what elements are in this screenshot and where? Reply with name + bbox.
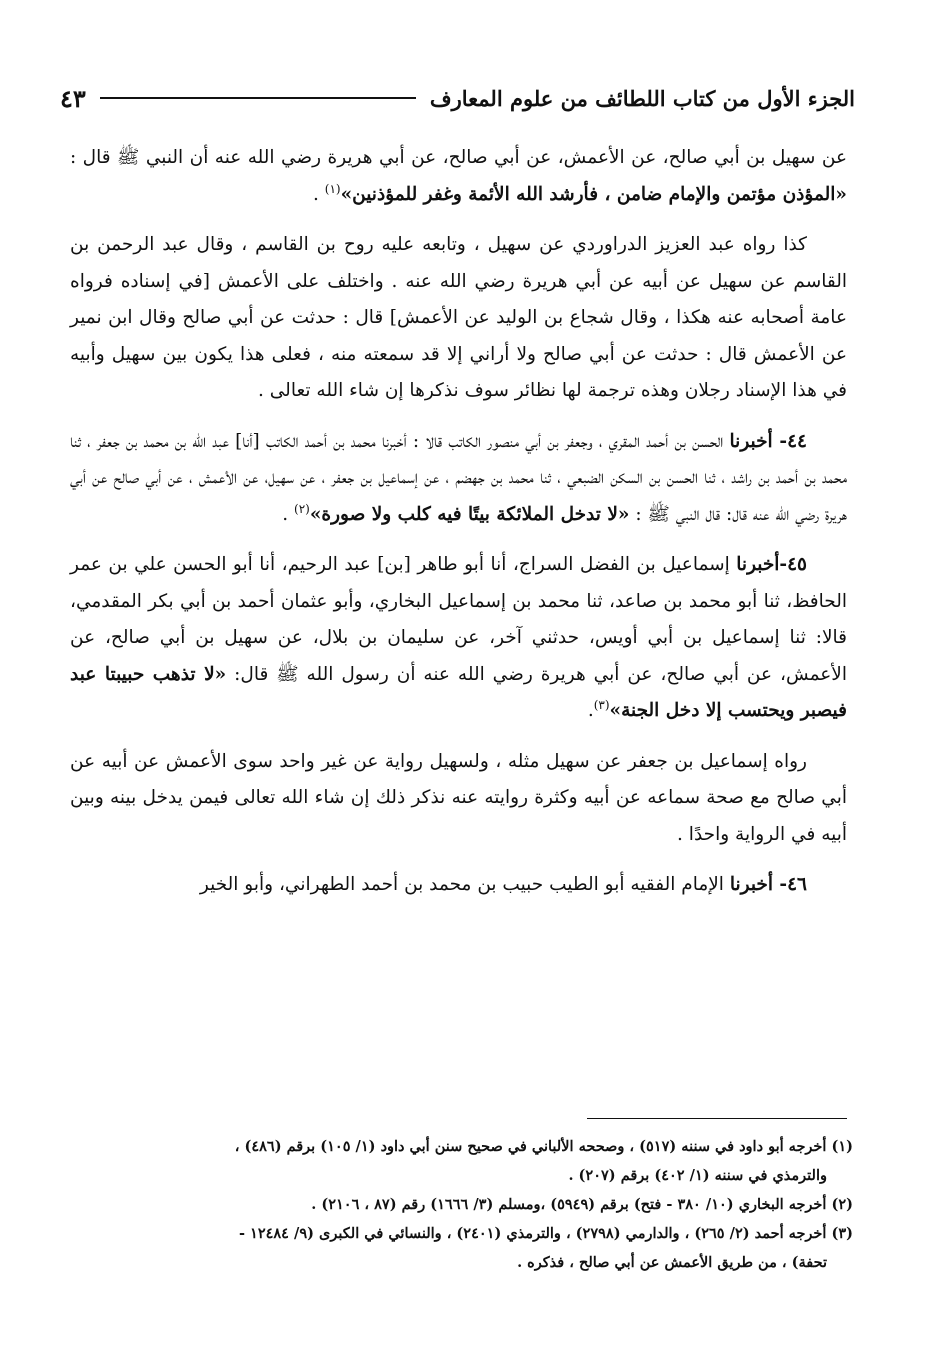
paragraph-4-text: إسماعيل بن الفضل السراج، أنا أبو طاهر [بن] عبد الرحيم، أنا أبو الحسن علي بن عمر الحافظ، ثنا أبو محمد بن صاعد، ثنا محمد بن إسماعيل البخاري، وأبو عثمان أحمد بن أبي بكر المقدمي، قالا: ثنا إسماعيل بن أبي أويس، حدثني آخر، عن سليمان بن بلال، عن سهيل بن أبي صالح، عن الأعمش، عن أبي صالح، عن أبي هريرة رضي الله عنه أن رسول الله ﷺ قال: xyxy=(70,554,847,685)
paragraph-4 xyxy=(70,547,847,730)
paragraph-5 xyxy=(70,744,847,854)
footnote-3-continued: تحفة) ، من طريق الأعمش عن أبي صالح ، فذكره . xyxy=(517,1254,827,1271)
paragraph-2 xyxy=(70,227,847,410)
paragraph-gap xyxy=(70,533,847,547)
footnote-3: (٣) أخرجه أحمد (٢/ ٢٦٥) ، والدارمي (٢٧٩٨) ، والترمذي (٢٤٠١) ، والنسائي في الكبرى (٩/ ١٢٤٨٤ - xyxy=(238,1225,853,1242)
footnote-1: (١) أخرجه أبو داود في سننه (٥١٧) ، وصححه الألباني في صحيح سنن أبي داود (١/ ١٠٥) برقم (٤٨٦) ، xyxy=(234,1138,853,1155)
footnote-1-continued: والترمذي في سننه (١/ ٤٠٢) برقم (٢٠٧) . xyxy=(568,1167,827,1184)
paragraph-4-end: . xyxy=(587,700,594,721)
paragraph-1-text: عن سهيل بن أبي صالح، عن الأعمش، عن أبي صالح، عن أبي هريرة رضي الله عنه أن النبي ﷺ قال : xyxy=(70,147,847,168)
running-header xyxy=(60,78,855,118)
footnote-marker-3: (٣) xyxy=(593,697,610,712)
paragraph-3-end: . xyxy=(282,503,295,525)
hadith-quote-3: «لا تذهب حبيبتا عبد فيصبر ويحتسب إلا دخل الجنة» xyxy=(70,663,847,721)
paragraph-1 xyxy=(70,140,847,213)
hadith-number-44: ٤٤- أخبرنا xyxy=(729,430,807,452)
footnote-marker-2: (٢) xyxy=(294,501,310,516)
paragraph-2-text: كذا رواه عبد العزيز الدراوردي عن سهيل ، وتابعه عليه روح بن القاسم ، وقال عبد الرحمن بن القاسم عن سهيل عن أبيه عن أبي هريرة رضي الله عنه . واختلف على الأعمش [في إسناده فرواه عامة أصحابه عنه هكذا ، وقال شجاع بن الوليد عن الأعمش] قال : حدثت عن أبي صالح وقال ابن نمير عن الأعمش قال : حدثت عن أبي صالح ولا أراني إلا قد سمعته منه ، فعلى هذا يكون بين سهيل وأبيه في هذا الإسناد رجلان وهذه ترجمة لها نظائر سوف نذكرها إن شاء الله تعالى . xyxy=(70,234,847,401)
footnotes xyxy=(64,1132,853,1277)
paragraph-3-text: الحسن بن أحمد المقري ، وجعفر بن أبي منصور الكاتب قالا : أخبرنا محمد بن أحمد الكاتب [أنا] عبد الله بن محمد بن جعفر ، ثنا محمد بن أحمد بن راشد ، ثنا الحسن بن السكن الضبعي ، ثنا محمد بن جهضم ، عن إسماعيل بن جعفر ، عن سهيل، عن الأعمش ، عن أبي صالح عن أبي هريرة رضي الله عنه قال: قال النبي ﷺ : xyxy=(70,430,847,525)
paragraph-6-text: الإمام الفقيه أبو الطيب حبيب بن محمد بن أحمد الطهراني، وأبو الخير xyxy=(199,874,730,895)
paragraph-6 xyxy=(70,867,847,904)
paragraph-gap xyxy=(70,410,847,424)
main-text xyxy=(70,140,847,904)
paragraph-3 xyxy=(70,424,847,534)
paragraph-gap xyxy=(70,730,847,744)
footnote-marker-1: (١) xyxy=(324,181,341,196)
header-rule xyxy=(100,97,416,99)
hadith-quote-2: «لا تدخل الملائكة بيتًا فيه كلب ولا صورة» xyxy=(309,503,630,525)
paragraph-gap xyxy=(70,853,847,867)
paragraph-gap xyxy=(70,213,847,227)
footnote-2: (٢) أخرجه البخاري (١٠/ ٣٨٠ - فتح) برقم (٥٩٤٩) ،ومسلم (٣/ ١٦٦٦) رقم (٨٧ ، ٢١٠٦) . xyxy=(311,1196,853,1213)
page-number: ٤٣ xyxy=(60,83,86,113)
paragraph-5-text: رواه إسماعيل بن جعفر عن سهيل مثله ، ولسهيل رواية عن غير واحد سوى الأعمش عن أبيه عن أبي صالح مع صحة سماعه عن أبيه وكثرة روايته عنه نذكر ذلك إن شاء الله تعالى فيمن يدخل بينه وبين أبيه في الرواية واحدًا . xyxy=(70,750,847,845)
paragraph-1-end: . xyxy=(312,183,325,205)
hadith-number-45: ٤٥-أخبرنا xyxy=(736,554,807,575)
footnote-divider xyxy=(587,1118,847,1119)
hadith-number-46: ٤٦- أخبرنا xyxy=(729,874,807,895)
hadith-quote-1: «المؤذن مؤتمن والإمام ضامن ، فأرشد الله الأئمة وغفر للمؤذنين» xyxy=(340,183,847,205)
header-title: الجزء الأول من كتاب اللطائف من علوم المعارف xyxy=(429,85,855,111)
